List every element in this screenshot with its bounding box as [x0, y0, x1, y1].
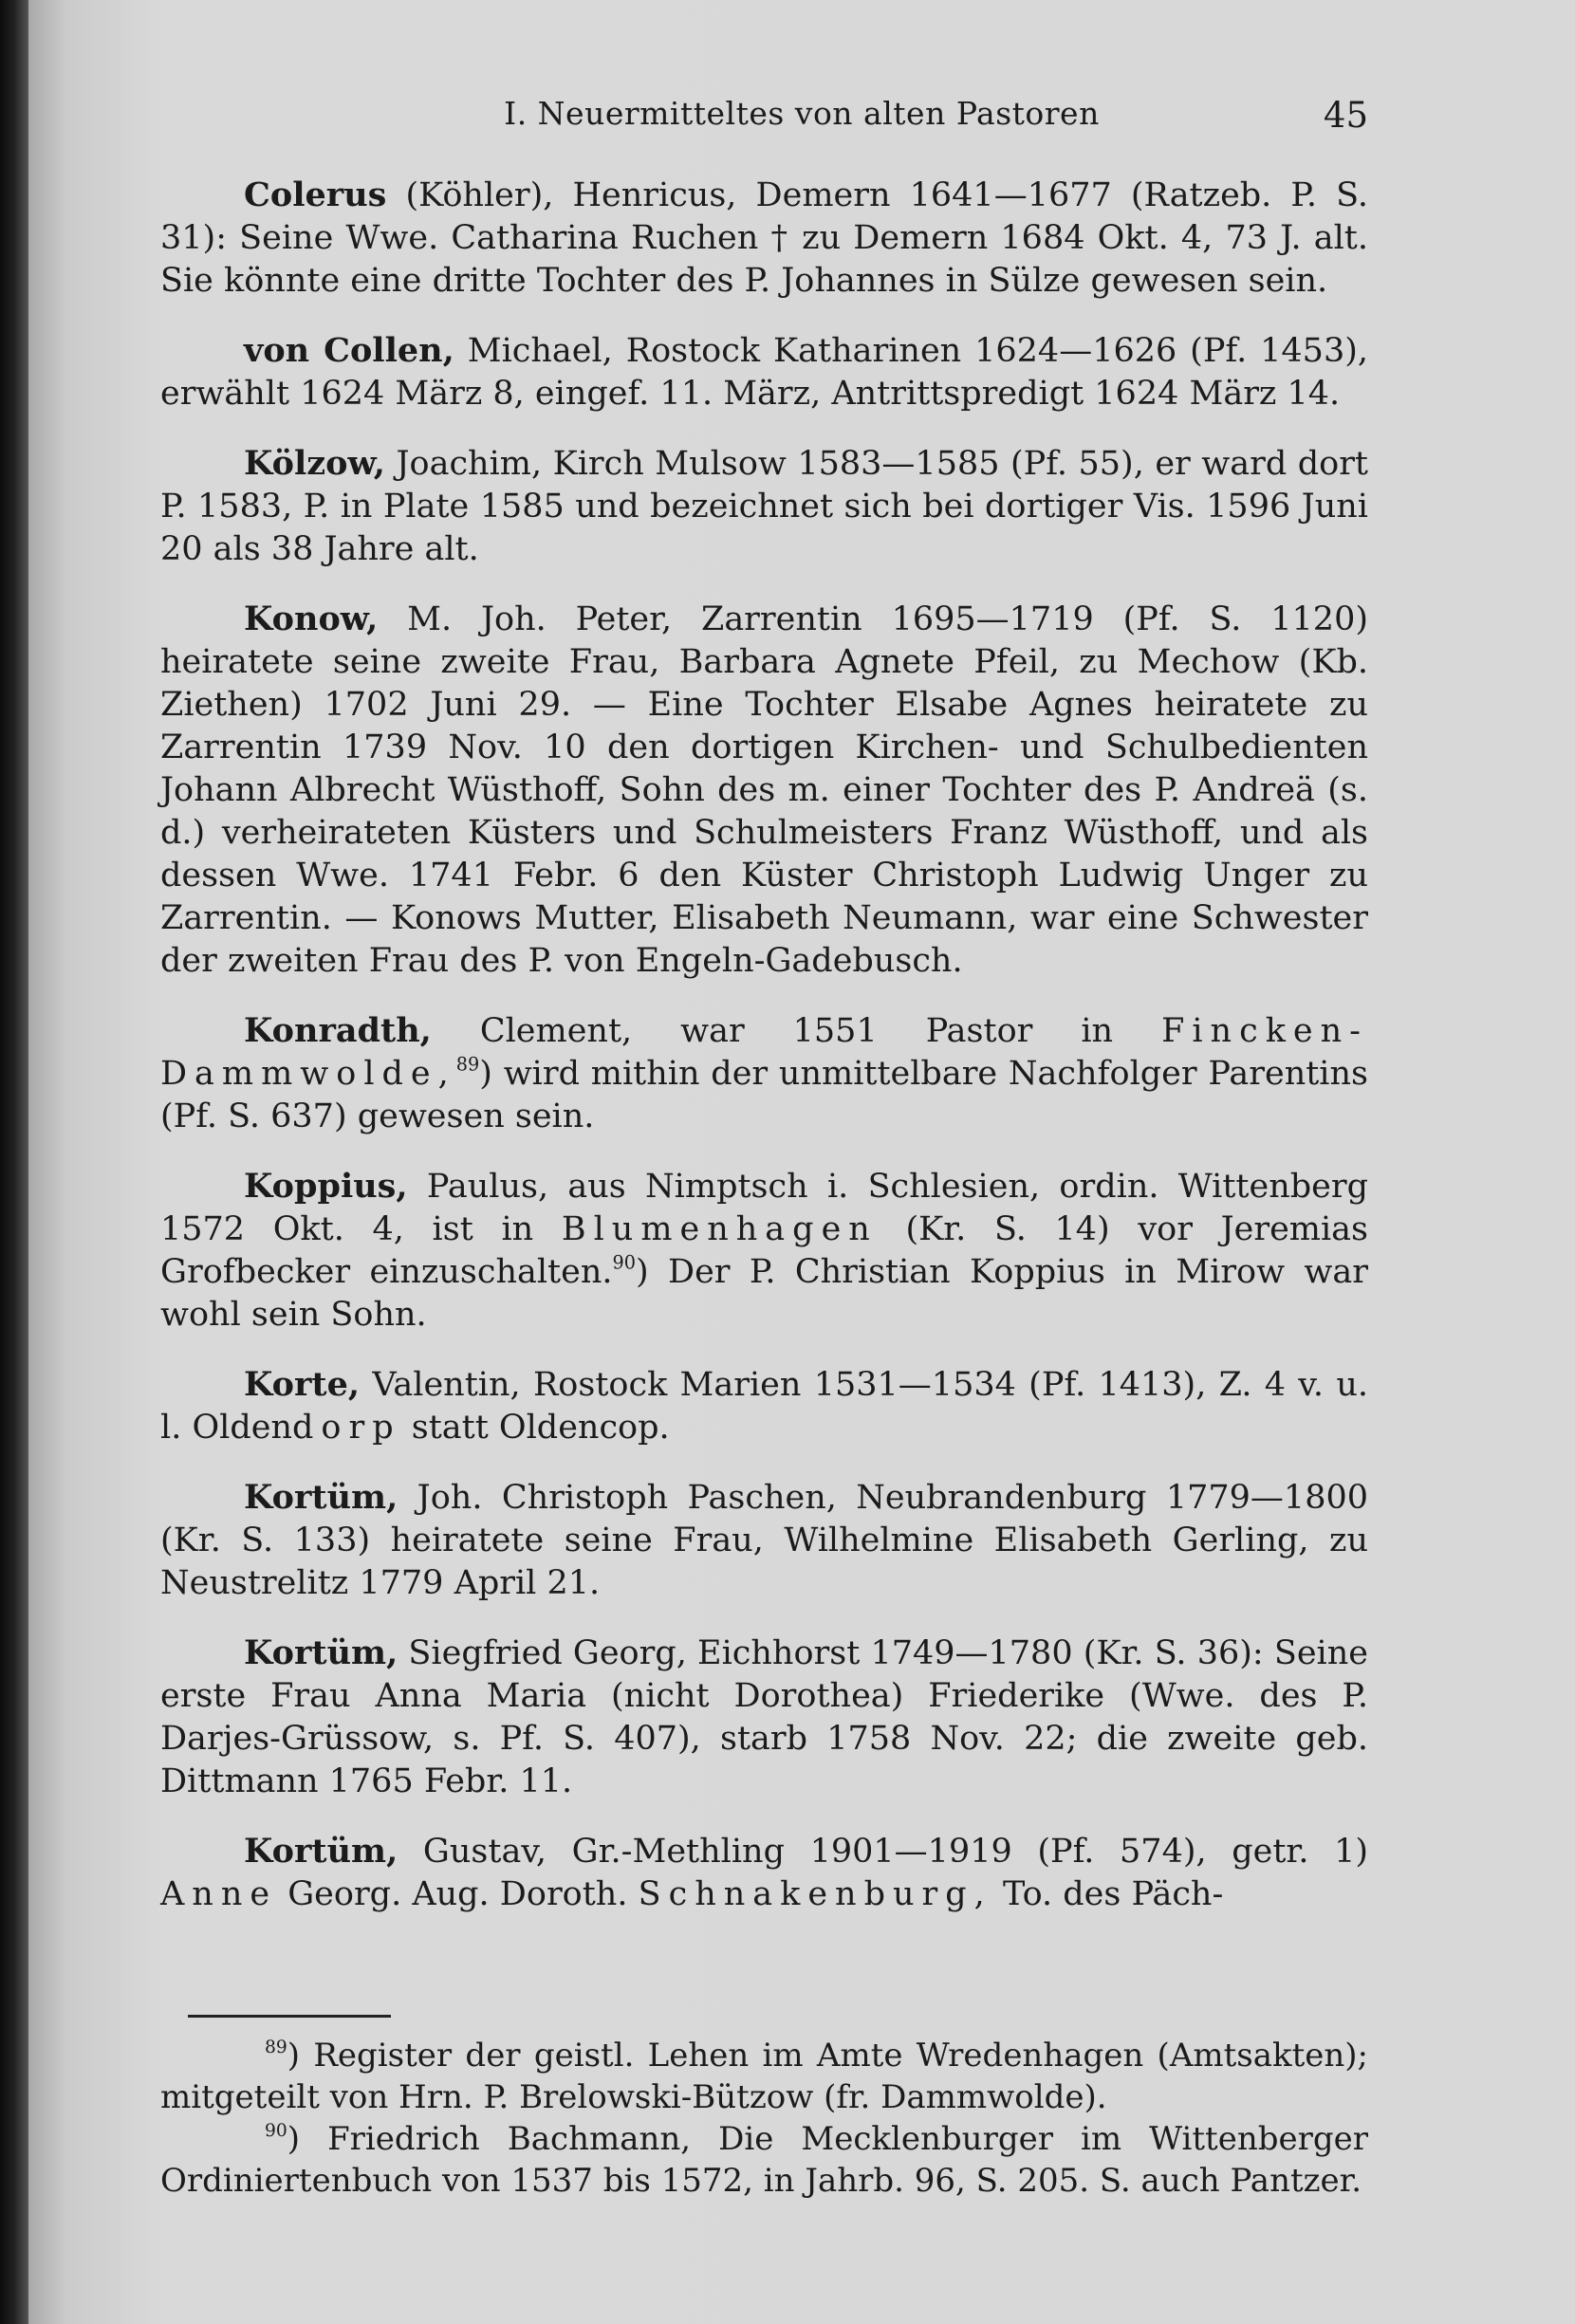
entry-text: Joachim, Kirch Mulsow 1583—1585 (Pf. 55), er ward dort P. 1583, P. in Plate 1585 und bezeichnet sich bei dortiger Vis. 1596 Juni 20 als 38 Jahre alt. — [160, 445, 1368, 568]
entry-text: (Köhler), Henricus, Demern 1641—1677 (Ratzeb. P. S. 31): Seine Wwe. Catharina Ruchen † zu Demern 1684 Okt. 4, 73 J. alt. Sie könnte eine dritte Tochter des P. Johannes in Sülze gewesen sein. — [160, 176, 1368, 300]
entry-text: statt Oldencop. — [400, 1409, 670, 1447]
spaced-person-name: Anne — [160, 1875, 278, 1913]
entry-von-collen — [160, 329, 1368, 415]
entry-konow — [160, 598, 1368, 983]
entry-text: Georg. Aug. Doroth. — [277, 1875, 639, 1913]
spaced-place-name: Blumenhagen — [561, 1210, 878, 1248]
running-head — [28, 95, 1575, 152]
entry-korte — [160, 1363, 1368, 1449]
entry-name: von Collen, — [244, 331, 454, 370]
entry-koppius — [160, 1165, 1368, 1337]
entry-text: ) Der P. Christian Koppius in Mirow war wohl sein Sohn. — [160, 1253, 1368, 1334]
entry-colerus — [160, 174, 1368, 303]
spaced-correction: dorp — [292, 1409, 401, 1447]
entry-text: Siegfried Georg, Eichhorst 1749—1780 (Kr. S. 36): Seine erste Frau Anna Maria (nicht Dorothea) Friederike (Wwe. des P. Darjes-Grüssow, s. Pf. S. 407), starb 1758 Nov. 22; die zweite geb. Dittmann 1765 Febr. 11. — [160, 1634, 1368, 1800]
page-body — [160, 174, 1368, 1943]
entry-name: Kölzow, — [244, 444, 385, 483]
book-spine-shadow — [0, 0, 28, 2324]
entry-name: Korte, — [244, 1365, 361, 1404]
footnote-number: 89 — [265, 2037, 287, 2057]
footnote-90 — [160, 2118, 1368, 2202]
entry-koelzow — [160, 442, 1368, 571]
spaced-place-name: Fincken-Dammwolde, — [160, 1012, 1368, 1093]
entry-text: Joh. Christoph Paschen, Neubrandenburg 1779—1800 (Kr. S. 133) heiratete seine Frau, Wilhelmine Elisabeth Gerling, zu Neustrelitz 1779 April 21. — [160, 1479, 1368, 1602]
entry-kortuem-joh — [160, 1476, 1368, 1605]
footnote-ref: 90 — [612, 1251, 636, 1274]
entry-name: Kortüm, — [244, 1633, 398, 1672]
entry-text: Gustav, Gr.-Methling 1901—1919 (Pf. 574), getr. 1) — [398, 1833, 1368, 1871]
footnote-number: 90 — [265, 2120, 287, 2141]
entry-name: Konradth, — [244, 1011, 432, 1050]
entry-name: Colerus — [244, 175, 387, 214]
entry-name: Kortüm, — [244, 1832, 398, 1871]
entry-kortuem-gustav — [160, 1830, 1368, 1916]
entry-konradth — [160, 1009, 1368, 1138]
entry-name: Kortüm, — [244, 1478, 398, 1517]
entry-text: Clement, war 1551 Pastor in — [431, 1012, 1162, 1050]
entry-text: Valentin, Rostock Marien 1531—1534 (Pf. 1413), Z. 4 v. u. l. Olden — [160, 1366, 1368, 1447]
entry-text: Paulus, aus Nimptsch i. Schlesien, ordin. Wittenberg 1572 Okt. 4, ist in — [160, 1168, 1368, 1248]
entry-text: Michael, Rostock Katharinen 1624—1626 (Pf. 1453), erwählt 1624 März 8, eingef. 11. März, Antrittspredigt 1624 März 14. — [160, 332, 1368, 413]
entry-name: Koppius, — [244, 1167, 408, 1206]
spaced-person-name: Schnakenburg, — [638, 1875, 992, 1913]
entry-text: M. Joh. Peter, Zarrentin 1695—1719 (Pf. S. 1120) heiratete seine zweite Frau, Barbara Agnete Pfeil, zu Mechow (Kb. Ziethen) 1702 Juni 29. — Eine Tochter Elsabe Agnes heiratete zu Zarrentin 1739 Nov. 10 den dortigen Kirchen- und Schulbedienten Johann Albrecht Wüsthoff, Sohn des m. einer Tochter des P. Andreä (s. d.) verheirateten Küsters und Schulmeisters Franz Wüsthoff, und als dessen Wwe. 1741 Febr. 6 den Küster Christoph Ludwig Unger zu Zarrentin. — Konows Mutter, Elisabeth Neumann, war eine Schwester der zweiten Frau des P. von Engeln-Gadebusch. — [160, 600, 1368, 980]
book-page — [28, 0, 1575, 2324]
entry-text: (Kr. S. 14) vor Jeremias Grofbecker einzuschalten. — [160, 1210, 1368, 1291]
footnote-divider — [188, 2015, 391, 2018]
entry-text: To. des Päch- — [991, 1875, 1224, 1913]
footnote-89 — [160, 2035, 1368, 2118]
running-head-title: I. Neuermitteltes von alten Pastoren — [504, 95, 1100, 132]
entry-name: Konow, — [244, 599, 379, 638]
footnote-text: ) Friedrich Bachmann, Die Mecklenburger im Wittenberger Ordiniertenbuch von 1537 bis 1572, in Jahrb. 96, S. 205. S. auch Pantzer. — [160, 2120, 1368, 2200]
footnote-text: ) Register der geistl. Lehen im Amte Wredenhagen (Amtsakten); mitgeteilt von Hrn. P. Brelowski-Bützow (fr. Dammwolde). — [160, 2037, 1368, 2116]
entry-kortuem-siegfried — [160, 1632, 1368, 1803]
entry-text: ) wird mithin der unmittelbare Nachfolger Parentins (Pf. S. 637) gewesen sein. — [160, 1055, 1368, 1135]
footnotes — [160, 2035, 1368, 2202]
footnote-ref: 89 — [455, 1053, 480, 1076]
page-number: 45 — [1323, 95, 1368, 136]
